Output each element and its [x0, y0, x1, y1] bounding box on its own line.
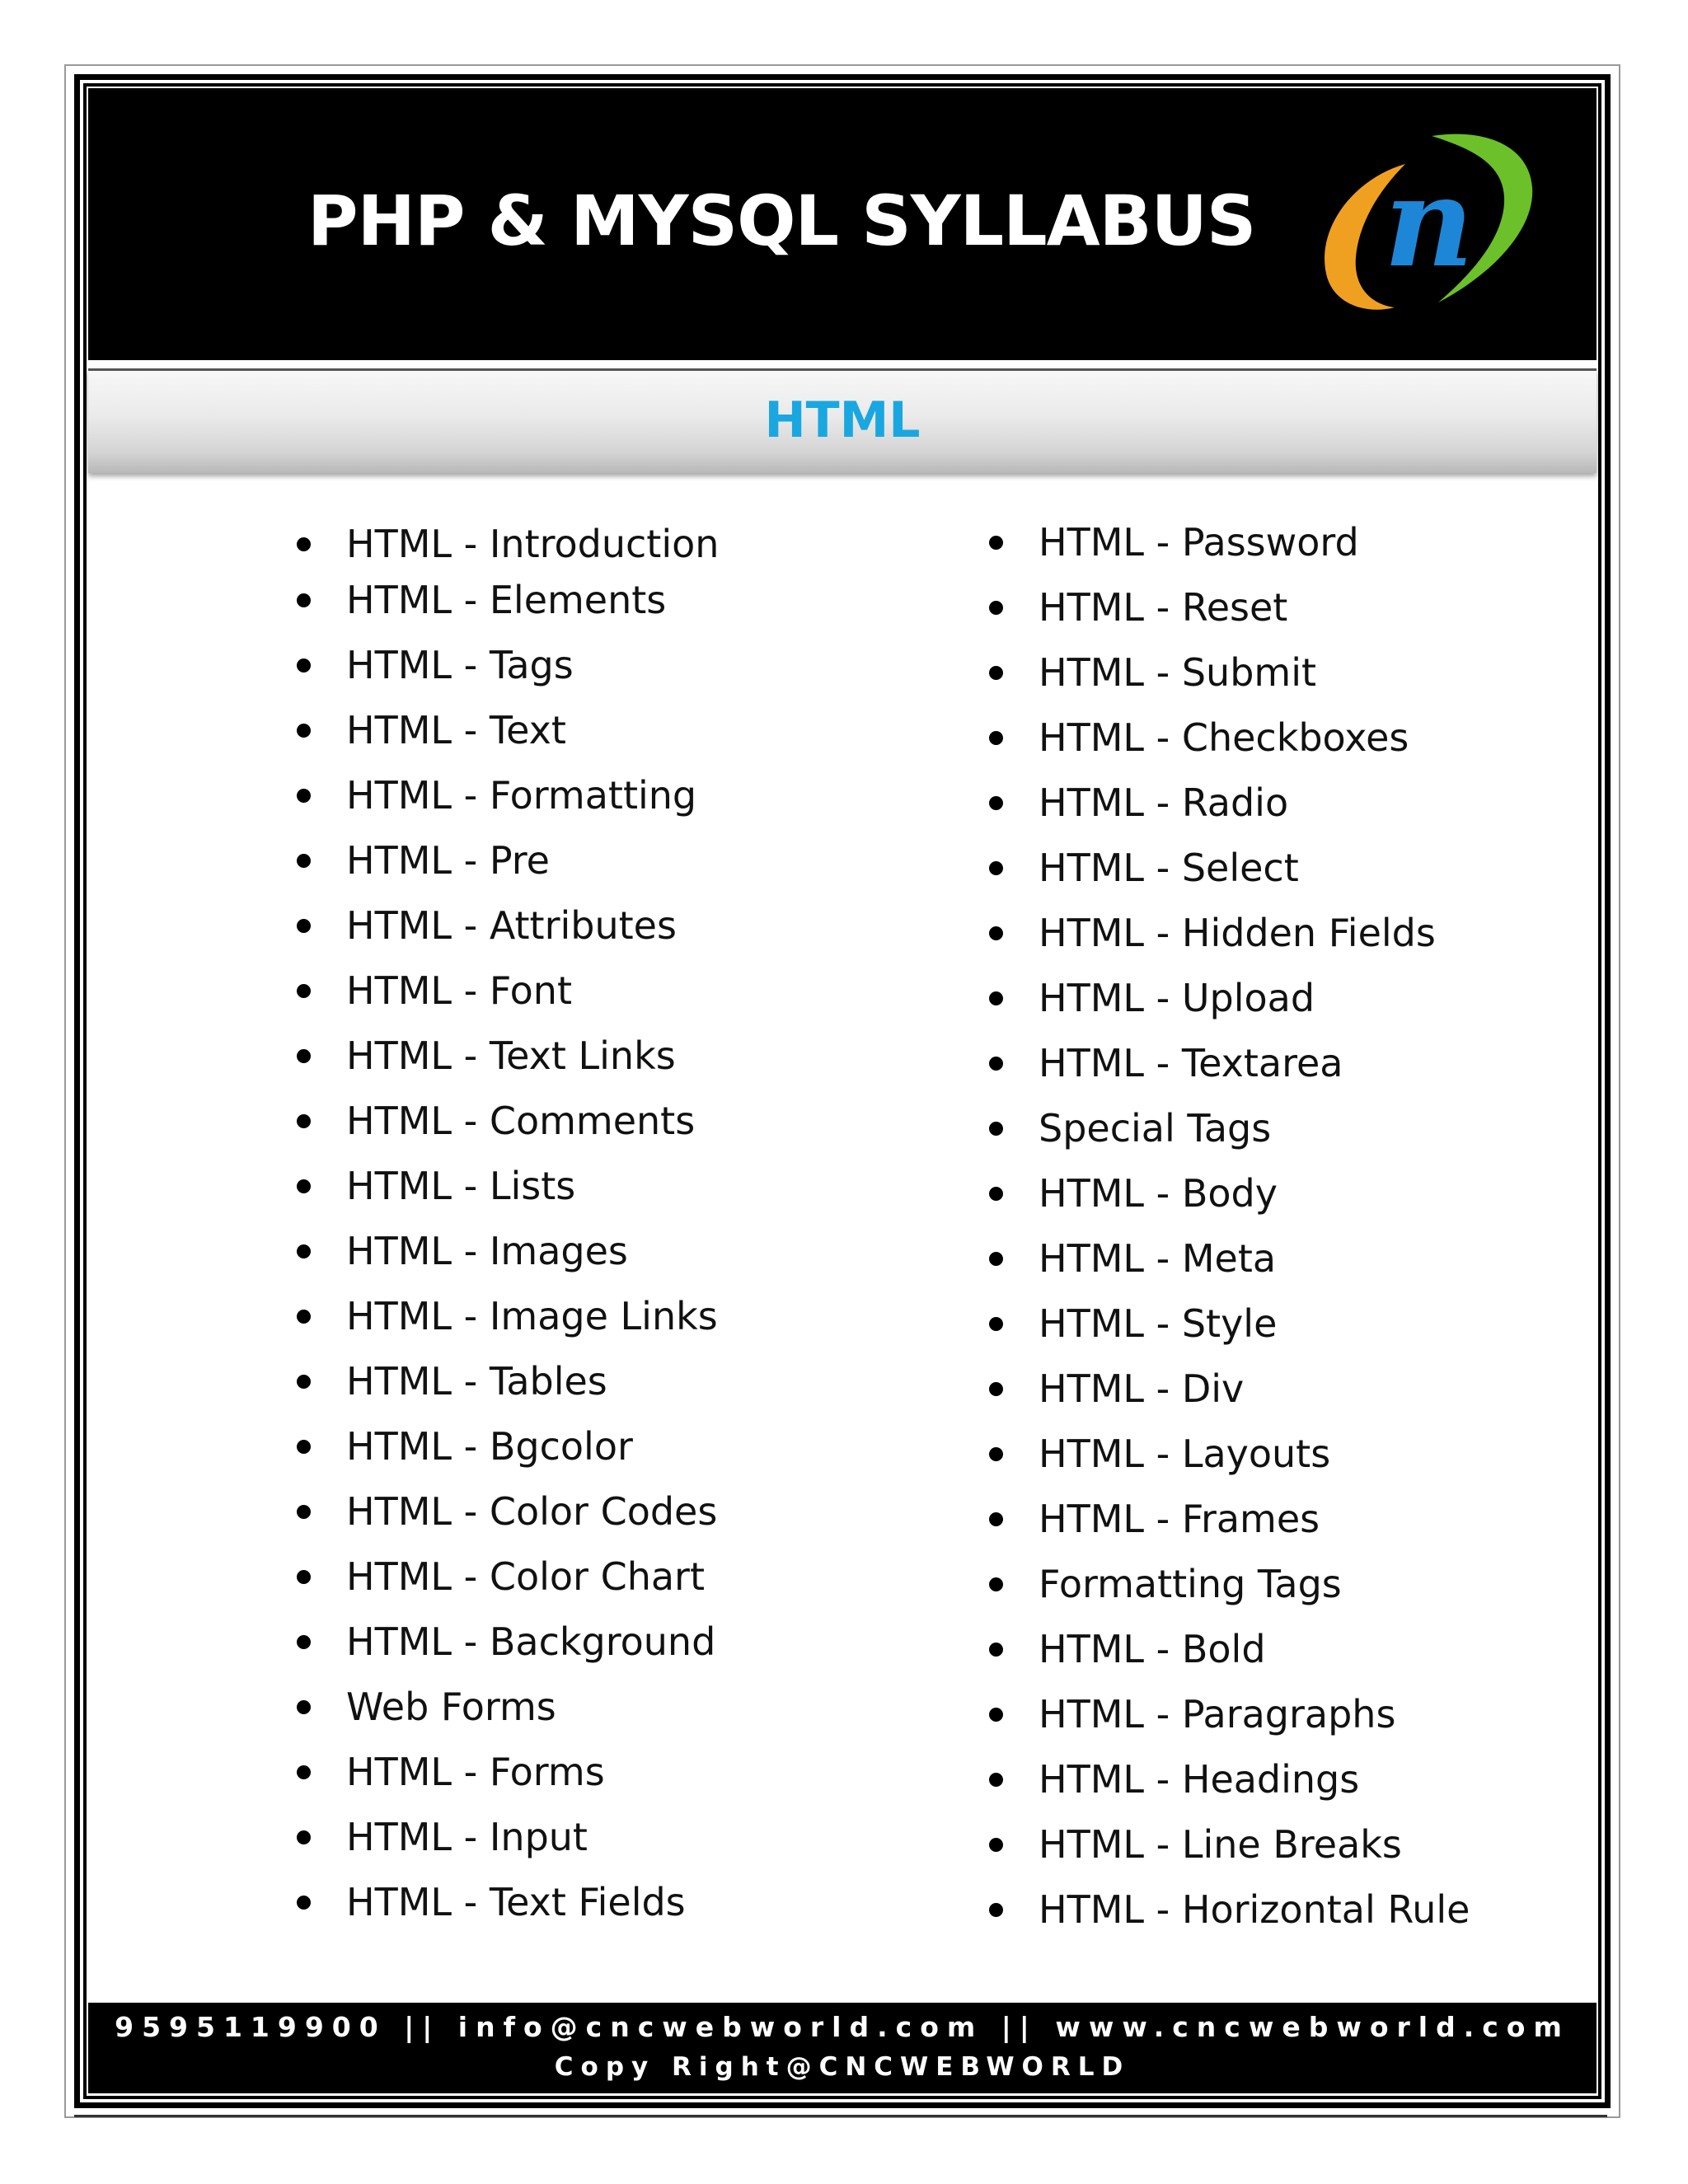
bullet-icon [297, 724, 311, 738]
list-item [989, 648, 1470, 713]
bullet-icon [297, 1049, 311, 1063]
list-item [297, 1877, 719, 1943]
bullet-icon [989, 1187, 1003, 1201]
list-item [989, 1885, 1470, 1950]
list-item-label: HTML - Hidden Fields [1039, 911, 1436, 955]
list-item-label: HTML - Frames [1039, 1497, 1320, 1541]
bullet-icon [297, 1505, 311, 1519]
bullet-icon [989, 1773, 1003, 1787]
list-item [989, 778, 1470, 843]
list-item-label: HTML - Select [1039, 846, 1299, 890]
list-item-label: HTML - Color Codes [346, 1489, 718, 1534]
footer-banner [88, 2003, 1597, 2093]
bullet-icon [989, 731, 1003, 745]
list-item-label: HTML - Meta [1039, 1236, 1277, 1281]
list-item [297, 575, 719, 640]
list-item-label: HTML - Color Chart [346, 1554, 705, 1599]
section-title: HTML [764, 391, 921, 449]
bullet-icon [989, 991, 1003, 1005]
list-item [297, 836, 719, 901]
list-item [989, 583, 1470, 648]
bullet-icon [297, 919, 311, 933]
list-item-label: HTML - Elements [346, 578, 667, 622]
list-item [297, 1422, 719, 1487]
list-item-label: HTML - Upload [1039, 976, 1315, 1020]
bullet-icon [297, 1440, 311, 1454]
bullet-icon [297, 1570, 311, 1584]
list-item-label: HTML - Headings [1039, 1757, 1360, 1802]
bullet-icon [989, 1903, 1003, 1917]
list-item [989, 1234, 1470, 1299]
bullet-icon [989, 796, 1003, 810]
bullet-icon [297, 1765, 311, 1779]
bullet-icon [297, 1830, 311, 1844]
list-item [989, 908, 1470, 973]
list-item [989, 1494, 1470, 1559]
bullet-icon [989, 1838, 1003, 1852]
bullet-icon [297, 1179, 311, 1193]
list-item-label: HTML - Layouts [1039, 1432, 1331, 1476]
list-item [297, 1747, 719, 1812]
bullet-icon [989, 666, 1003, 680]
list-item-label: HTML - Background [346, 1619, 716, 1664]
bullet-icon [989, 1057, 1003, 1071]
list-item-label: Web Forms [346, 1685, 556, 1729]
bullet-icon [989, 1252, 1003, 1266]
bullet-icon [297, 1310, 311, 1324]
list-item [989, 1559, 1470, 1624]
list-item [989, 1364, 1470, 1429]
list-item-label: HTML - Password [1039, 520, 1359, 565]
bottom-rule [74, 2115, 1607, 2117]
list-item-label: HTML - Image Links [346, 1294, 718, 1338]
bullet-icon [297, 1114, 311, 1128]
list-item-label: HTML - Body [1039, 1171, 1278, 1216]
bullet-icon [297, 593, 311, 607]
list-item-label: HTML - Reset [1039, 585, 1288, 630]
list-item-label: HTML - Paragraphs [1039, 1692, 1396, 1736]
list-item [989, 1755, 1470, 1820]
list-item [989, 1104, 1470, 1169]
list-item-label: HTML - Forms [346, 1750, 605, 1794]
section-header [88, 368, 1597, 473]
list-item-label: HTML - Font [346, 968, 573, 1013]
bullet-icon [297, 1896, 311, 1910]
list-item [297, 1031, 719, 1096]
list-item [989, 973, 1470, 1038]
list-item-label: Special Tags [1039, 1106, 1272, 1151]
list-item [989, 1038, 1470, 1104]
list-item [297, 705, 719, 771]
list-item [297, 1226, 719, 1291]
list-item [297, 1682, 719, 1747]
bullet-icon [297, 1700, 311, 1714]
list-item [989, 713, 1470, 778]
bullet-icon [297, 984, 311, 998]
page-title: PHP & MYSQL SYLLABUS [307, 180, 1256, 261]
list-item [989, 1299, 1470, 1364]
bullet-icon [989, 1708, 1003, 1722]
bullet-icon [989, 1577, 1003, 1591]
list-item [297, 1096, 719, 1161]
bullet-icon [989, 536, 1003, 550]
bullet-icon [989, 601, 1003, 615]
bullet-icon [297, 658, 311, 673]
list-item [297, 966, 719, 1031]
list-item-label: HTML - Attributes [346, 903, 677, 948]
list-item-label: HTML - Text [346, 708, 566, 752]
list-item-label: Formatting Tags [1039, 1562, 1342, 1606]
bullet-icon [989, 1643, 1003, 1657]
list-item [297, 640, 719, 705]
list-item [989, 1429, 1470, 1494]
list-item-label: HTML - Formatting [346, 773, 697, 818]
bullet-icon [297, 537, 311, 551]
cnc-logo-icon [1308, 121, 1539, 327]
list-item-label: HTML - Text Links [346, 1033, 676, 1078]
bullet-icon [989, 1122, 1003, 1136]
list-item [297, 1357, 719, 1422]
bullet-icon [297, 1635, 311, 1649]
list-item [297, 1487, 719, 1552]
list-item-label: HTML - Line Breaks [1039, 1822, 1402, 1867]
bullet-icon [989, 926, 1003, 940]
list-item-label: HTML - Checkboxes [1039, 715, 1409, 760]
list-item-label: HTML - Tags [346, 643, 574, 687]
list-item-label: HTML - Div [1039, 1366, 1245, 1411]
list-item [989, 1624, 1470, 1690]
footer-contact: 9595119900 || info@cncwebworld.com || www.cncwebworld.com [115, 2011, 1570, 2043]
list-item [297, 901, 719, 966]
logo-letter: n [1384, 150, 1475, 295]
list-item-label: HTML - Horizontal Rule [1039, 1887, 1470, 1932]
list-item-label: HTML - Text Fields [346, 1880, 686, 1924]
bullet-icon [297, 1244, 311, 1258]
list-item-label: HTML - Lists [346, 1164, 576, 1208]
bullet-icon [989, 1317, 1003, 1331]
left-topic-list [297, 519, 719, 1943]
list-item [989, 1169, 1470, 1234]
list-item [297, 1552, 719, 1617]
list-item-label: HTML - Pre [346, 838, 550, 883]
bullet-icon [989, 1447, 1003, 1461]
list-item [989, 1690, 1470, 1755]
bullet-icon [297, 854, 311, 868]
list-item-label: HTML - Images [346, 1229, 628, 1273]
list-item-label: HTML - Textarea [1039, 1041, 1343, 1085]
list-item [297, 771, 719, 836]
list-item [297, 1291, 719, 1357]
list-item [297, 519, 719, 575]
header-banner [88, 88, 1597, 360]
list-item-label: HTML - Style [1039, 1301, 1278, 1346]
list-item-label: HTML - Radio [1039, 780, 1289, 825]
bullet-icon [989, 1512, 1003, 1526]
bullet-icon [297, 1375, 311, 1389]
list-item [297, 1812, 719, 1877]
list-item-label: HTML - Bold [1039, 1627, 1266, 1671]
list-item [297, 1617, 719, 1682]
list-item-label: HTML - Introduction [346, 522, 720, 566]
list-item-label: HTML - Submit [1039, 650, 1317, 695]
bullet-icon [989, 1382, 1003, 1396]
list-item-label: HTML - Comments [346, 1099, 696, 1143]
list-item-label: HTML - Input [346, 1815, 588, 1859]
bullet-icon [989, 861, 1003, 875]
footer-copyright: Copy Right@CNCWEBWORLD [554, 2052, 1131, 2082]
list-item-label: HTML - Tables [346, 1359, 607, 1404]
list-item [989, 843, 1470, 908]
list-item-label: HTML - Bgcolor [346, 1424, 633, 1469]
list-item [989, 1820, 1470, 1885]
list-item [989, 518, 1470, 583]
right-topic-list [989, 518, 1470, 1950]
bullet-icon [297, 789, 311, 803]
list-item [297, 1161, 719, 1226]
